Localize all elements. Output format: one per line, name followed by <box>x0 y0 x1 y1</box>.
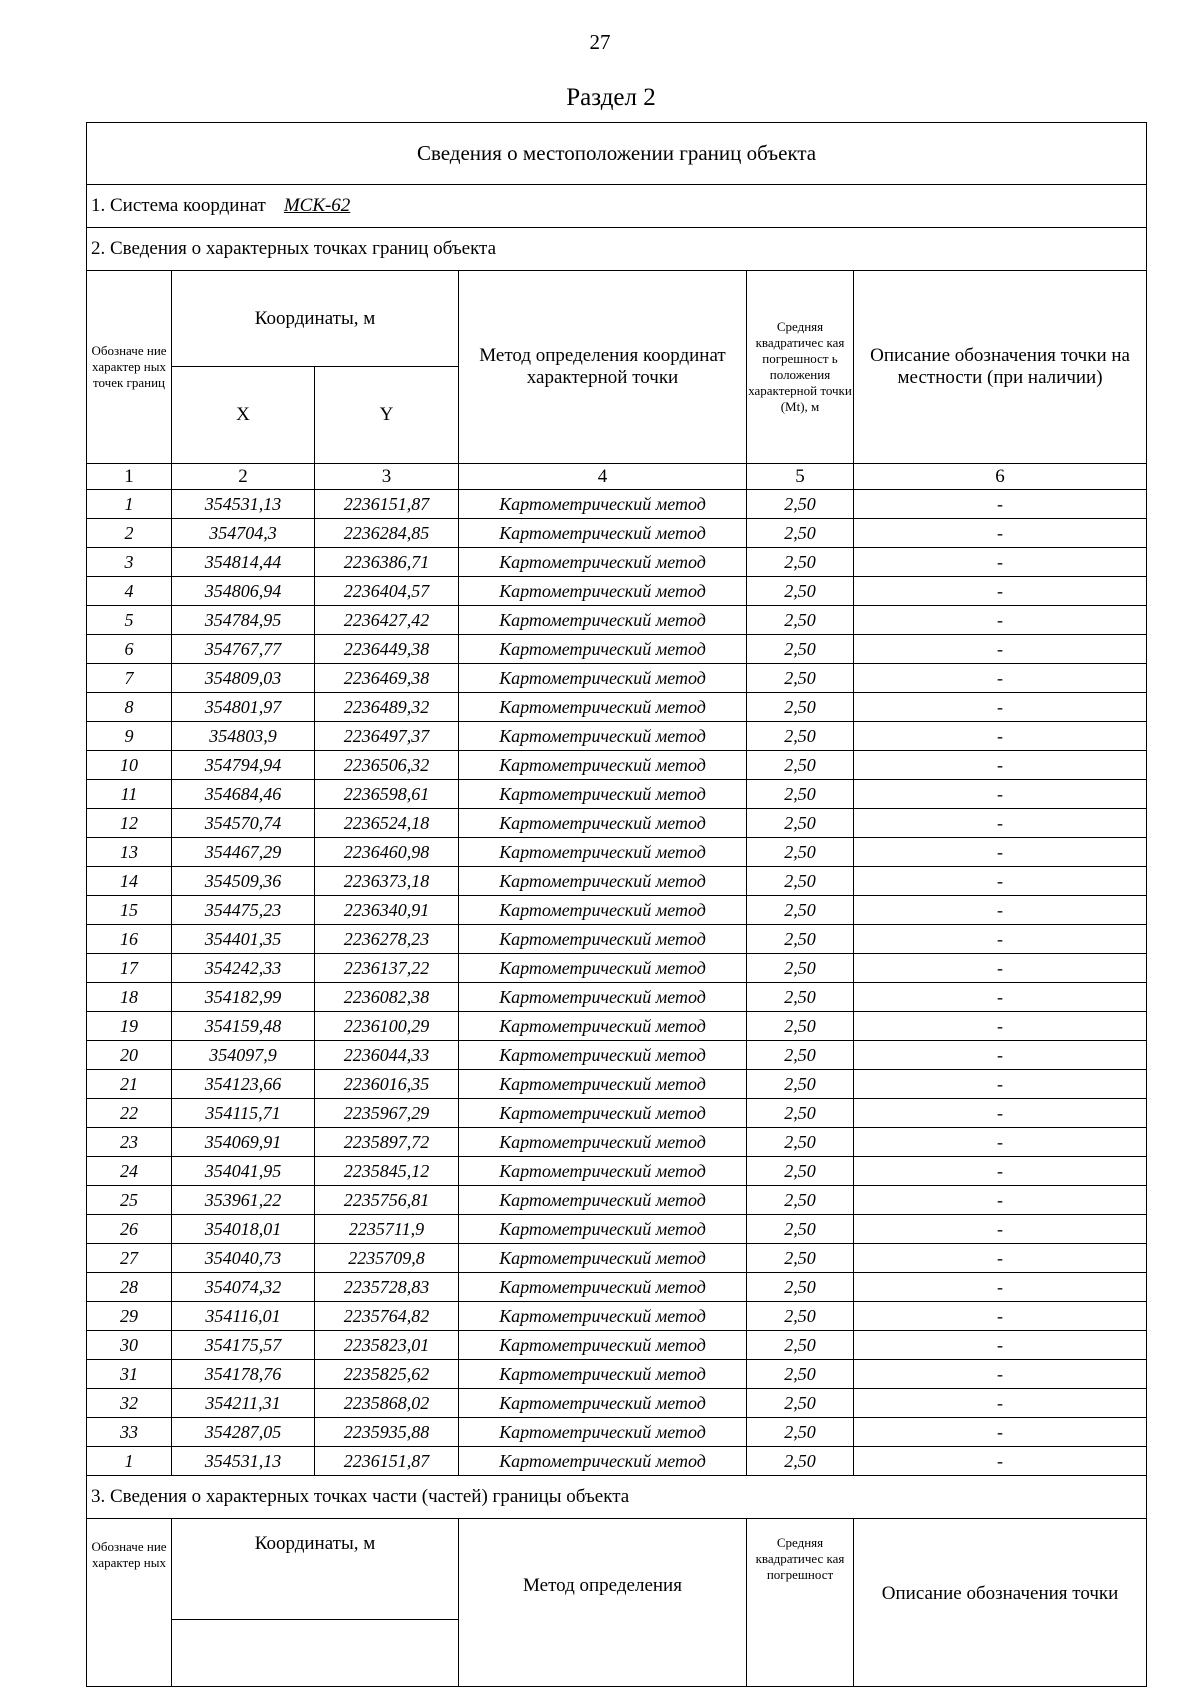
column-number: 3 <box>315 464 459 490</box>
error-cell: 2,50 <box>747 606 854 635</box>
subsection-2-title: 2. Сведения о характерных точках границ объекта <box>87 228 1147 271</box>
method-cell: Картометрический метод <box>459 809 747 838</box>
coord-x: 354018,01 <box>172 1215 315 1244</box>
method-cell: Картометрический метод <box>459 1360 747 1389</box>
desc: - <box>854 896 1147 925</box>
table-title: Сведения о местоположении границ объекта <box>87 123 1147 185</box>
coord-y: 2235967,29 <box>315 1099 459 1128</box>
method-cell: Картометрический метод <box>459 1215 747 1244</box>
coord-y: 2236598,61 <box>315 780 459 809</box>
coord-y: 2236151,87 <box>315 490 459 519</box>
point-number: 10 <box>87 751 172 780</box>
coord-x: 354784,95 <box>172 606 315 635</box>
coord-y: 2236151,87 <box>315 1447 459 1476</box>
header-error-cut: Средняя квадратичес кая погрешност <box>747 1519 854 1687</box>
coord-x: 354074,32 <box>172 1273 315 1302</box>
coord-y: 2235709,8 <box>315 1244 459 1273</box>
error-cell: 2,50 <box>747 693 854 722</box>
point-number: 12 <box>87 809 172 838</box>
table-row <box>87 1418 1147 1447</box>
error-cell: 2,50 <box>747 1128 854 1157</box>
coord-y: 2235845,12 <box>315 1157 459 1186</box>
coord-system-row <box>87 185 1147 228</box>
header-error: Средняя квадратичес кая погрешност ь положения характерной точки (Mt), м <box>747 271 854 464</box>
table-row <box>87 1128 1147 1157</box>
coord-x: 354182,99 <box>172 983 315 1012</box>
table-row <box>87 1186 1147 1215</box>
desc: - <box>854 1157 1147 1186</box>
data-rows <box>87 490 1147 1476</box>
table-row <box>87 1302 1147 1331</box>
method-cell: Картометрический метод <box>459 693 747 722</box>
table-row <box>87 1012 1147 1041</box>
coord-y: 2236386,71 <box>315 548 459 577</box>
point-number: 1 <box>87 1447 172 1476</box>
method-cell: Картометрический метод <box>459 954 747 983</box>
point-number: 17 <box>87 954 172 983</box>
point-number: 18 <box>87 983 172 1012</box>
error-cell: 2,50 <box>747 954 854 983</box>
coord-x: 354287,05 <box>172 1418 315 1447</box>
table-row <box>87 1244 1147 1273</box>
table-row <box>87 519 1147 548</box>
error-cell: 2,50 <box>747 490 854 519</box>
method-cell: Картометрический метод <box>459 1128 747 1157</box>
point-number: 31 <box>87 1360 172 1389</box>
point-number: 16 <box>87 925 172 954</box>
table-row <box>87 635 1147 664</box>
coord-x: 354116,01 <box>172 1302 315 1331</box>
error-cell: 2,50 <box>747 925 854 954</box>
coord-system-value: МСК-62 <box>283 195 351 216</box>
table-row <box>87 1215 1147 1244</box>
method-cell: Картометрический метод <box>459 722 747 751</box>
table-row <box>87 1157 1147 1186</box>
point-number: 33 <box>87 1418 172 1447</box>
header-coords-cut: Координаты, м <box>254 1533 376 1554</box>
coord-y: 2236044,33 <box>315 1041 459 1070</box>
method-cell: Картометрический метод <box>459 1331 747 1360</box>
coord-x: 354175,57 <box>172 1331 315 1360</box>
coord-y: 2236427,42 <box>315 606 459 635</box>
method-cell: Картометрический метод <box>459 1273 747 1302</box>
header-coords-cut-divider <box>172 1619 458 1620</box>
error-cell: 2,50 <box>747 1418 854 1447</box>
table-row <box>87 606 1147 635</box>
page-number: 27 <box>589 30 611 54</box>
method-cell: Картометрический метод <box>459 1012 747 1041</box>
desc: - <box>854 548 1147 577</box>
header-method: Метод определения координат характерной точки <box>459 271 747 464</box>
coord-x: 354704,3 <box>172 519 315 548</box>
coord-x: 354178,76 <box>172 1360 315 1389</box>
point-number: 8 <box>87 693 172 722</box>
point-number: 5 <box>87 606 172 635</box>
desc: - <box>854 664 1147 693</box>
error-cell: 2,50 <box>747 1302 854 1331</box>
header-coords-cut-cell <box>172 1519 459 1687</box>
error-cell: 2,50 <box>747 896 854 925</box>
table-row <box>87 751 1147 780</box>
table-row <box>87 809 1147 838</box>
table-row <box>87 867 1147 896</box>
method-cell: Картометрический метод <box>459 983 747 1012</box>
coord-y: 2236524,18 <box>315 809 459 838</box>
coord-x: 354069,91 <box>172 1128 315 1157</box>
coord-y: 2236449,38 <box>315 635 459 664</box>
header-desc-cut: Описание обозначения точки <box>854 1519 1147 1687</box>
desc: - <box>854 635 1147 664</box>
coord-y: 2236489,32 <box>315 693 459 722</box>
header-x: X <box>172 367 315 464</box>
method-cell: Картометрический метод <box>459 1186 747 1215</box>
coord-y: 2236506,32 <box>315 751 459 780</box>
point-number: 27 <box>87 1244 172 1273</box>
table-row <box>87 693 1147 722</box>
column-numbers-row <box>87 464 1147 490</box>
desc: - <box>854 1128 1147 1157</box>
table-row <box>87 1389 1147 1418</box>
desc: - <box>854 1447 1147 1476</box>
coord-y: 2235823,01 <box>315 1331 459 1360</box>
error-cell: 2,50 <box>747 1012 854 1041</box>
column-number: 5 <box>747 464 854 490</box>
point-number: 3 <box>87 548 172 577</box>
coord-y: 2236016,35 <box>315 1070 459 1099</box>
coord-x: 354801,97 <box>172 693 315 722</box>
table-row <box>87 490 1147 519</box>
point-number: 11 <box>87 780 172 809</box>
table-row <box>87 722 1147 751</box>
point-number: 20 <box>87 1041 172 1070</box>
table-row <box>87 925 1147 954</box>
point-number: 24 <box>87 1157 172 1186</box>
coord-y: 2236082,38 <box>315 983 459 1012</box>
error-cell: 2,50 <box>747 838 854 867</box>
coord-x: 354041,95 <box>172 1157 315 1186</box>
method-cell: Картометрический метод <box>459 635 747 664</box>
table-row <box>87 896 1147 925</box>
coord-y: 2235935,88 <box>315 1418 459 1447</box>
table-row <box>87 1331 1147 1360</box>
subsection-3-title: 3. Сведения о характерных точках части (частей) границы объекта <box>87 1476 1147 1519</box>
error-cell: 2,50 <box>747 577 854 606</box>
column-number: 2 <box>172 464 315 490</box>
header-point: Обозначе ние характер ных точек границ <box>87 271 172 464</box>
coord-x: 354809,03 <box>172 664 315 693</box>
error-cell: 2,50 <box>747 1070 854 1099</box>
method-cell: Картометрический метод <box>459 606 747 635</box>
coord-x: 354123,66 <box>172 1070 315 1099</box>
table-row <box>87 780 1147 809</box>
coord-y: 2236460,98 <box>315 838 459 867</box>
coord-x: 354159,48 <box>172 1012 315 1041</box>
desc: - <box>854 867 1147 896</box>
desc: - <box>854 1302 1147 1331</box>
coord-x: 354814,44 <box>172 548 315 577</box>
error-cell: 2,50 <box>747 1273 854 1302</box>
point-number: 32 <box>87 1389 172 1418</box>
point-number: 2 <box>87 519 172 548</box>
point-number: 30 <box>87 1331 172 1360</box>
coord-y: 2235728,83 <box>315 1273 459 1302</box>
method-cell: Картометрический метод <box>459 896 747 925</box>
coord-x: 354531,13 <box>172 490 315 519</box>
method-cell: Картометрический метод <box>459 838 747 867</box>
desc: - <box>854 722 1147 751</box>
table-row <box>87 1447 1147 1476</box>
table-row <box>87 1099 1147 1128</box>
coord-y: 2236469,38 <box>315 664 459 693</box>
method-cell: Картометрический метод <box>459 1244 747 1273</box>
coord-y: 2236373,18 <box>315 867 459 896</box>
desc: - <box>854 1012 1147 1041</box>
error-cell: 2,50 <box>747 1186 854 1215</box>
coord-system-label: 1. Система координат <box>91 195 266 216</box>
method-cell: Картометрический метод <box>459 925 747 954</box>
desc: - <box>854 1273 1147 1302</box>
desc: - <box>854 751 1147 780</box>
desc: - <box>854 925 1147 954</box>
desc: - <box>854 838 1147 867</box>
method-cell: Картометрический метод <box>459 577 747 606</box>
method-cell: Картометрический метод <box>459 751 747 780</box>
desc: - <box>854 1186 1147 1215</box>
table-row <box>87 1041 1147 1070</box>
desc: - <box>854 519 1147 548</box>
error-cell: 2,50 <box>747 1215 854 1244</box>
coord-y: 2236284,85 <box>315 519 459 548</box>
point-number: 13 <box>87 838 172 867</box>
point-number: 23 <box>87 1128 172 1157</box>
point-number: 25 <box>87 1186 172 1215</box>
error-cell: 2,50 <box>747 1157 854 1186</box>
coord-y: 2236497,37 <box>315 722 459 751</box>
header-desc: Описание обозначения точки на местности (при наличии) <box>854 271 1147 464</box>
coord-x: 354684,46 <box>172 780 315 809</box>
table-row <box>87 1360 1147 1389</box>
error-cell: 2,50 <box>747 664 854 693</box>
header-point-cut: Обозначе ние характер ных <box>87 1519 172 1687</box>
desc: - <box>854 606 1147 635</box>
coord-x: 354097,9 <box>172 1041 315 1070</box>
coord-y: 2235868,02 <box>315 1389 459 1418</box>
method-cell: Картометрический метод <box>459 1302 747 1331</box>
error-cell: 2,50 <box>747 809 854 838</box>
coord-x: 354467,29 <box>172 838 315 867</box>
coord-x: 354401,35 <box>172 925 315 954</box>
desc: - <box>854 1099 1147 1128</box>
method-cell: Картометрический метод <box>459 1389 747 1418</box>
coord-y: 2235897,72 <box>315 1128 459 1157</box>
coord-y: 2236404,57 <box>315 577 459 606</box>
method-cell: Картометрический метод <box>459 664 747 693</box>
error-cell: 2,50 <box>747 519 854 548</box>
coord-y: 2235764,82 <box>315 1302 459 1331</box>
desc: - <box>854 983 1147 1012</box>
desc: - <box>854 954 1147 983</box>
column-number: 1 <box>87 464 172 490</box>
header-y: Y <box>315 367 459 464</box>
coord-x: 354475,23 <box>172 896 315 925</box>
point-number: 19 <box>87 1012 172 1041</box>
error-cell: 2,50 <box>747 1389 854 1418</box>
point-number: 1 <box>87 490 172 519</box>
coord-x: 354803,9 <box>172 722 315 751</box>
method-cell: Картометрический метод <box>459 867 747 896</box>
point-number: 29 <box>87 1302 172 1331</box>
desc: - <box>854 693 1147 722</box>
point-number: 26 <box>87 1215 172 1244</box>
coord-x: 354242,33 <box>172 954 315 983</box>
desc: - <box>854 780 1147 809</box>
desc: - <box>854 577 1147 606</box>
desc: - <box>854 1360 1147 1389</box>
error-cell: 2,50 <box>747 780 854 809</box>
method-cell: Картометрический метод <box>459 1041 747 1070</box>
table-row <box>87 577 1147 606</box>
point-number: 9 <box>87 722 172 751</box>
coord-y: 2236278,23 <box>315 925 459 954</box>
method-cell: Картометрический метод <box>459 548 747 577</box>
method-cell: Картометрический метод <box>459 519 747 548</box>
error-cell: 2,50 <box>747 635 854 664</box>
error-cell: 2,50 <box>747 1041 854 1070</box>
boundary-table <box>86 122 1147 1687</box>
coord-x: 354794,94 <box>172 751 315 780</box>
coord-x: 354806,94 <box>172 577 315 606</box>
error-cell: 2,50 <box>747 1360 854 1389</box>
header-method-cut: Метод определения <box>459 1519 747 1687</box>
point-number: 22 <box>87 1099 172 1128</box>
header-coords: Координаты, м <box>172 271 459 367</box>
method-cell: Картометрический метод <box>459 490 747 519</box>
error-cell: 2,50 <box>747 1099 854 1128</box>
desc: - <box>854 490 1147 519</box>
coord-x: 354115,71 <box>172 1099 315 1128</box>
coord-y: 2236340,91 <box>315 896 459 925</box>
desc: - <box>854 1418 1147 1447</box>
coord-x: 354570,74 <box>172 809 315 838</box>
table-row <box>87 838 1147 867</box>
desc: - <box>854 1070 1147 1099</box>
coord-x: 354211,31 <box>172 1389 315 1418</box>
point-number: 14 <box>87 867 172 896</box>
coord-y: 2236137,22 <box>315 954 459 983</box>
desc: - <box>854 1389 1147 1418</box>
column-number: 6 <box>854 464 1147 490</box>
desc: - <box>854 1331 1147 1360</box>
table-row <box>87 983 1147 1012</box>
method-cell: Картометрический метод <box>459 1070 747 1099</box>
point-number: 21 <box>87 1070 172 1099</box>
desc: - <box>854 1244 1147 1273</box>
coord-y: 2235825,62 <box>315 1360 459 1389</box>
coord-y: 2235711,9 <box>315 1215 459 1244</box>
point-number: 4 <box>87 577 172 606</box>
error-cell: 2,50 <box>747 1447 854 1476</box>
table-row <box>87 548 1147 577</box>
desc: - <box>854 809 1147 838</box>
coord-x: 353961,22 <box>172 1186 315 1215</box>
error-cell: 2,50 <box>747 983 854 1012</box>
table-row <box>87 954 1147 983</box>
coord-x: 354767,77 <box>172 635 315 664</box>
error-cell: 2,50 <box>747 751 854 780</box>
method-cell: Картометрический метод <box>459 1099 747 1128</box>
error-cell: 2,50 <box>747 722 854 751</box>
coord-y: 2236100,29 <box>315 1012 459 1041</box>
point-number: 28 <box>87 1273 172 1302</box>
coord-x: 354040,73 <box>172 1244 315 1273</box>
error-cell: 2,50 <box>747 1244 854 1273</box>
section-title: Раздел 2 <box>566 84 656 111</box>
column-number: 4 <box>459 464 747 490</box>
error-cell: 2,50 <box>747 867 854 896</box>
table-row <box>87 664 1147 693</box>
desc: - <box>854 1215 1147 1244</box>
point-number: 6 <box>87 635 172 664</box>
coord-x: 354531,13 <box>172 1447 315 1476</box>
point-number: 15 <box>87 896 172 925</box>
method-cell: Картометрический метод <box>459 1447 747 1476</box>
method-cell: Картометрический метод <box>459 1418 747 1447</box>
table-row <box>87 1273 1147 1302</box>
coord-y: 2235756,81 <box>315 1186 459 1215</box>
desc: - <box>854 1041 1147 1070</box>
point-number: 7 <box>87 664 172 693</box>
method-cell: Картометрический метод <box>459 780 747 809</box>
coord-x: 354509,36 <box>172 867 315 896</box>
error-cell: 2,50 <box>747 548 854 577</box>
method-cell: Картометрический метод <box>459 1157 747 1186</box>
table-row <box>87 1070 1147 1099</box>
error-cell: 2,50 <box>747 1331 854 1360</box>
